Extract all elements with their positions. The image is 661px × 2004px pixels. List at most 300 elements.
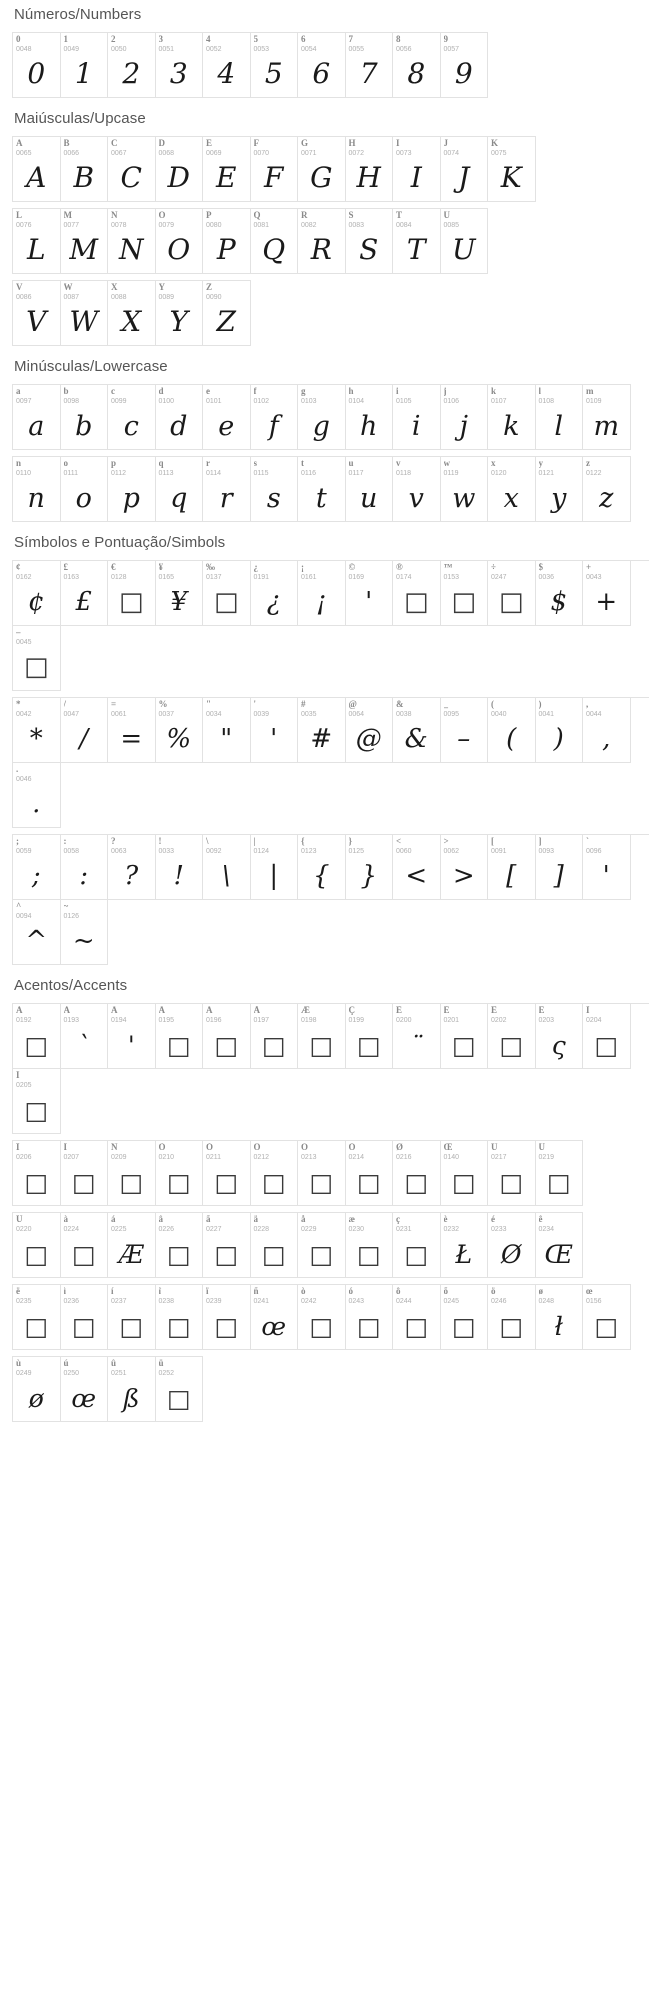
glyph-code: 0058 bbox=[63, 848, 80, 855]
glyph-char-label: b bbox=[63, 387, 69, 396]
glyph-meta bbox=[298, 1141, 345, 1163]
glyph-char-label: Ö bbox=[348, 1143, 356, 1152]
glyph-char-label: Ç bbox=[348, 1006, 355, 1015]
glyph-cell[interactable] bbox=[298, 209, 346, 274]
glyph-meta bbox=[203, 1213, 250, 1235]
glyph-meta bbox=[583, 698, 630, 720]
glyph-cell[interactable] bbox=[156, 1357, 204, 1422]
glyph-cell[interactable] bbox=[393, 1213, 441, 1278]
missing-glyph-icon: □ bbox=[166, 1383, 191, 1413]
glyph-cell[interactable] bbox=[61, 561, 109, 626]
glyph-cell[interactable] bbox=[108, 209, 156, 274]
glyph-cell[interactable] bbox=[488, 1004, 536, 1069]
glyph-char-label: ë bbox=[16, 1287, 20, 1296]
missing-glyph-icon: □ bbox=[213, 587, 239, 617]
glyph-cell[interactable] bbox=[488, 1213, 536, 1278]
glyph-char-label: Ì bbox=[586, 1006, 590, 1015]
glyph-cell[interactable] bbox=[13, 1357, 61, 1422]
glyph-meta bbox=[61, 33, 108, 55]
glyph-cell[interactable] bbox=[393, 457, 441, 522]
glyph-code: 0109 bbox=[586, 398, 602, 405]
glyph-cell[interactable] bbox=[441, 1213, 489, 1278]
glyph-cell[interactable] bbox=[536, 835, 584, 900]
glyph-meta bbox=[536, 561, 583, 583]
glyph-cell[interactable] bbox=[536, 1004, 584, 1069]
glyph-meta bbox=[488, 698, 535, 720]
glyph-cell[interactable] bbox=[156, 33, 204, 98]
glyph-cell[interactable] bbox=[583, 698, 631, 763]
glyph-char-label: * bbox=[16, 700, 21, 709]
glyph-cell[interactable] bbox=[13, 385, 61, 450]
glyph-code: 0096 bbox=[586, 848, 602, 855]
missing-glyph-icon: □ bbox=[261, 1239, 286, 1269]
glyph-cell[interactable] bbox=[393, 561, 441, 626]
glyph-cell[interactable] bbox=[156, 1285, 204, 1350]
glyph-cell[interactable] bbox=[251, 561, 299, 626]
glyph-preview: ł bbox=[554, 1311, 563, 1341]
glyph-preview: A bbox=[26, 161, 47, 194]
glyph-char-label: È bbox=[396, 1006, 403, 1015]
glyph-cell[interactable] bbox=[156, 209, 204, 274]
glyph-code: 0108 bbox=[538, 398, 555, 405]
glyph-cell[interactable] bbox=[251, 209, 299, 274]
glyph-cell[interactable] bbox=[393, 209, 441, 274]
glyph-cell[interactable] bbox=[298, 1004, 346, 1069]
glyph-cell[interactable] bbox=[346, 1141, 394, 1206]
glyph-cell[interactable] bbox=[203, 385, 251, 450]
glyph-code: 0097 bbox=[16, 398, 32, 405]
glyph-char-label: f bbox=[253, 387, 257, 396]
glyph-cell[interactable] bbox=[156, 1141, 204, 1206]
glyph-cell[interactable] bbox=[61, 457, 109, 522]
glyph-cell[interactable] bbox=[346, 1213, 394, 1278]
glyph-cell[interactable] bbox=[441, 33, 489, 98]
glyph-cell[interactable] bbox=[583, 385, 631, 450]
glyph-cell[interactable] bbox=[488, 698, 536, 763]
glyph-meta bbox=[13, 763, 60, 785]
glyph-cell[interactable] bbox=[583, 835, 631, 900]
missing-glyph-icon: □ bbox=[166, 1311, 191, 1341]
glyph-cell[interactable] bbox=[393, 137, 441, 202]
glyph-char-label: x bbox=[491, 459, 496, 468]
glyph-cell[interactable] bbox=[346, 561, 394, 626]
glyph-code: 0102 bbox=[253, 398, 270, 405]
glyph-char-label: Æ bbox=[301, 1006, 310, 1015]
glyph-meta bbox=[536, 457, 583, 479]
glyph-cell[interactable] bbox=[108, 457, 156, 522]
glyph-meta bbox=[13, 33, 60, 55]
glyph-preview: 3 bbox=[169, 57, 188, 90]
glyph-cell[interactable] bbox=[251, 33, 299, 98]
glyph-cell[interactable] bbox=[251, 457, 299, 522]
glyph-cell[interactable] bbox=[203, 561, 251, 626]
glyph-cell[interactable] bbox=[203, 698, 251, 763]
glyph-meta bbox=[108, 457, 155, 479]
glyph-code: 0230 bbox=[348, 1226, 365, 1233]
glyph-char-label: @ bbox=[348, 700, 357, 709]
glyph-cell[interactable] bbox=[108, 385, 156, 450]
glyph-cell[interactable] bbox=[393, 835, 441, 900]
glyph-cell[interactable] bbox=[251, 698, 299, 763]
glyph-char-label: U bbox=[443, 211, 450, 220]
glyph-meta bbox=[156, 457, 203, 479]
glyph-char-label: è bbox=[443, 1215, 448, 1224]
missing-glyph-icon: □ bbox=[309, 1167, 334, 1197]
glyph-cell[interactable] bbox=[156, 1213, 204, 1278]
glyph-preview: N bbox=[119, 233, 144, 266]
glyph-cell[interactable] bbox=[393, 698, 441, 763]
glyph-meta bbox=[441, 1285, 488, 1307]
glyph-cell[interactable] bbox=[393, 1004, 441, 1069]
glyph-cell[interactable] bbox=[393, 1141, 441, 1206]
glyph-cell[interactable] bbox=[488, 1285, 536, 1350]
glyph-cell[interactable] bbox=[488, 835, 536, 900]
glyph-cell[interactable] bbox=[441, 457, 489, 522]
glyph-char-label: w bbox=[443, 459, 450, 468]
glyph-cell[interactable] bbox=[488, 385, 536, 450]
glyph-cell[interactable] bbox=[108, 33, 156, 98]
glyph-preview: w bbox=[452, 482, 476, 514]
glyph-code: 0083 bbox=[348, 222, 365, 229]
glyph-row-symbols-1 bbox=[12, 560, 649, 691]
glyph-meta bbox=[203, 457, 250, 479]
glyph-preview: 9 bbox=[454, 57, 473, 90]
glyph-char-label: _ bbox=[443, 700, 448, 709]
glyph-code: 0119 bbox=[443, 470, 459, 477]
glyph-cell[interactable] bbox=[156, 698, 204, 763]
missing-glyph-icon: □ bbox=[214, 1030, 239, 1060]
glyph-preview: ¡ bbox=[316, 587, 327, 617]
glyph-meta bbox=[536, 1004, 583, 1026]
glyph-cell[interactable] bbox=[108, 1213, 156, 1278]
glyph-cell[interactable] bbox=[441, 561, 489, 626]
glyph-meta bbox=[488, 561, 535, 583]
glyph-code: 0202 bbox=[491, 1017, 507, 1024]
glyph-cell[interactable] bbox=[251, 137, 299, 202]
glyph-cell[interactable] bbox=[536, 1285, 584, 1350]
missing-glyph-icon: □ bbox=[451, 587, 477, 617]
glyph-code: 0104 bbox=[348, 398, 365, 405]
glyph-code: 0163 bbox=[63, 574, 80, 581]
glyph-meta bbox=[393, 1004, 440, 1026]
glyph-cell[interactable] bbox=[13, 835, 61, 900]
glyph-cell[interactable] bbox=[251, 1285, 299, 1350]
glyph-cell[interactable] bbox=[441, 1004, 489, 1069]
glyph-cell[interactable] bbox=[61, 137, 109, 202]
glyph-cell[interactable] bbox=[346, 457, 394, 522]
glyph-code: 0122 bbox=[586, 470, 602, 477]
glyph-cell[interactable] bbox=[536, 561, 584, 626]
glyph-code: 0250 bbox=[63, 1370, 80, 1377]
glyph-meta bbox=[298, 561, 345, 583]
glyph-cell[interactable] bbox=[203, 33, 251, 98]
glyph-cell[interactable] bbox=[108, 835, 156, 900]
glyph-meta bbox=[13, 900, 60, 922]
glyph-cell[interactable] bbox=[583, 1004, 631, 1069]
glyph-preview: ' bbox=[127, 1030, 135, 1060]
glyph-cell[interactable] bbox=[13, 137, 61, 202]
glyph-meta bbox=[108, 1285, 155, 1307]
glyph-char-label: à bbox=[63, 1215, 68, 1224]
glyph-code: 0210 bbox=[158, 1154, 175, 1161]
glyph-cell[interactable] bbox=[298, 1285, 346, 1350]
glyph-cell[interactable] bbox=[13, 626, 61, 691]
glyph-code: 0209 bbox=[111, 1154, 127, 1161]
glyph-cell[interactable] bbox=[441, 698, 489, 763]
glyph-cell[interactable] bbox=[441, 385, 489, 450]
glyph-cell[interactable] bbox=[156, 1004, 204, 1069]
glyph-preview: S bbox=[359, 233, 379, 266]
glyph-meta bbox=[251, 1141, 298, 1163]
glyph-cell[interactable] bbox=[156, 385, 204, 450]
glyph-code: 0054 bbox=[301, 46, 317, 53]
glyph-meta bbox=[298, 698, 345, 720]
glyph-code: 0213 bbox=[301, 1154, 317, 1161]
glyph-cell[interactable] bbox=[441, 835, 489, 900]
glyph-meta bbox=[393, 457, 440, 479]
glyph-cell[interactable] bbox=[536, 698, 584, 763]
glyph-cell[interactable] bbox=[346, 385, 394, 450]
glyph-cell[interactable] bbox=[346, 1285, 394, 1350]
glyph-preview: ` bbox=[77, 1030, 90, 1060]
glyph-cell[interactable] bbox=[61, 698, 109, 763]
glyph-cell[interactable] bbox=[156, 281, 204, 346]
glyph-preview: z bbox=[599, 482, 614, 514]
glyph-cell[interactable] bbox=[251, 835, 299, 900]
glyph-cell[interactable] bbox=[13, 33, 61, 98]
glyph-cell[interactable] bbox=[298, 137, 346, 202]
glyph-cell[interactable] bbox=[298, 1213, 346, 1278]
glyph-char-label: B bbox=[63, 139, 70, 148]
glyph-cell[interactable] bbox=[156, 835, 204, 900]
glyph-cell[interactable] bbox=[61, 33, 109, 98]
glyph-cell[interactable] bbox=[13, 1069, 61, 1134]
glyph-cell[interactable] bbox=[346, 137, 394, 202]
glyph-code: 0063 bbox=[111, 848, 127, 855]
glyph-cell[interactable] bbox=[13, 763, 61, 828]
glyph-cell[interactable] bbox=[441, 1141, 489, 1206]
glyph-code: 0103 bbox=[301, 398, 317, 405]
glyph-cell[interactable] bbox=[251, 1004, 299, 1069]
glyph-cell[interactable] bbox=[583, 561, 631, 626]
glyph-row-accents-4 bbox=[12, 1284, 631, 1350]
glyph-cell[interactable] bbox=[488, 561, 536, 626]
glyph-cell[interactable] bbox=[156, 457, 204, 522]
glyph-cell[interactable] bbox=[346, 835, 394, 900]
glyph-char-label: \ bbox=[206, 837, 209, 846]
glyph-cell[interactable] bbox=[13, 1285, 61, 1350]
glyph-cell[interactable] bbox=[13, 1213, 61, 1278]
glyph-preview: 8 bbox=[407, 57, 426, 90]
glyph-cell[interactable] bbox=[108, 1357, 156, 1422]
glyph-cell[interactable] bbox=[251, 1213, 299, 1278]
glyph-cell[interactable] bbox=[583, 1285, 631, 1350]
glyph-cell[interactable] bbox=[203, 281, 251, 346]
glyph-cell[interactable] bbox=[61, 385, 109, 450]
glyph-char-label: M bbox=[63, 211, 72, 220]
glyph-char-label: Ñ bbox=[111, 1143, 118, 1152]
glyph-cell[interactable] bbox=[13, 698, 61, 763]
glyph-cell[interactable] bbox=[298, 835, 346, 900]
glyph-meta bbox=[13, 281, 60, 303]
glyph-preview: G bbox=[310, 161, 333, 194]
glyph-cell[interactable] bbox=[108, 281, 156, 346]
glyph-cell[interactable] bbox=[298, 457, 346, 522]
glyph-meta bbox=[156, 33, 203, 55]
glyph-cell[interactable] bbox=[488, 1141, 536, 1206]
glyph-char-label: j bbox=[443, 387, 447, 396]
glyph-cell[interactable] bbox=[108, 137, 156, 202]
glyph-code: 0207 bbox=[63, 1154, 80, 1161]
glyph-meta bbox=[583, 457, 630, 479]
glyph-meta bbox=[108, 209, 155, 231]
glyph-cell[interactable] bbox=[203, 137, 251, 202]
glyph-cell[interactable] bbox=[156, 561, 204, 626]
glyph-code: 0239 bbox=[206, 1298, 222, 1305]
glyph-preview: p bbox=[122, 482, 140, 514]
glyph-char-label: t bbox=[301, 459, 304, 468]
glyph-cell[interactable] bbox=[346, 209, 394, 274]
glyph-meta bbox=[13, 561, 60, 583]
glyph-cell[interactable] bbox=[203, 1285, 251, 1350]
glyph-char-label: d bbox=[158, 387, 164, 396]
glyph-cell[interactable] bbox=[251, 1141, 299, 1206]
glyph-cell[interactable] bbox=[298, 33, 346, 98]
glyph-char-label: ( bbox=[491, 700, 494, 709]
glyph-cell[interactable] bbox=[13, 281, 61, 346]
glyph-cell[interactable] bbox=[108, 698, 156, 763]
glyph-cell[interactable] bbox=[108, 561, 156, 626]
glyph-cell[interactable] bbox=[61, 1141, 109, 1206]
glyph-cell[interactable] bbox=[536, 1141, 584, 1206]
glyph-cell[interactable] bbox=[13, 457, 61, 522]
glyph-cell[interactable] bbox=[13, 1141, 61, 1206]
glyph-cell[interactable] bbox=[393, 1285, 441, 1350]
glyph-char-label: á bbox=[111, 1215, 116, 1224]
glyph-meta bbox=[251, 835, 298, 857]
glyph-cell[interactable] bbox=[203, 1141, 251, 1206]
missing-glyph-icon: □ bbox=[119, 1311, 144, 1341]
glyph-cell[interactable] bbox=[156, 137, 204, 202]
glyph-cell[interactable] bbox=[251, 385, 299, 450]
glyph-char-label: + bbox=[586, 563, 592, 572]
glyph-cell[interactable] bbox=[488, 137, 536, 202]
glyph-char-label: { bbox=[301, 837, 305, 846]
glyph-cell[interactable] bbox=[61, 1357, 109, 1422]
missing-glyph-icon: □ bbox=[403, 587, 429, 617]
glyph-preview: f bbox=[268, 410, 279, 442]
glyph-meta bbox=[393, 209, 440, 231]
glyph-code: 0128 bbox=[111, 574, 127, 581]
glyph-cell[interactable] bbox=[203, 1213, 251, 1278]
glyph-cell[interactable] bbox=[298, 385, 346, 450]
glyph-cell[interactable] bbox=[441, 137, 489, 202]
glyph-meta bbox=[156, 835, 203, 857]
glyph-cell[interactable] bbox=[298, 698, 346, 763]
glyph-char-label: ? bbox=[111, 837, 116, 846]
glyph-char-label: S bbox=[348, 211, 354, 220]
glyph-cell[interactable] bbox=[61, 900, 109, 965]
glyph-cell[interactable] bbox=[203, 457, 251, 522]
glyph-char-label: = bbox=[111, 700, 117, 709]
glyph-char-label: ö bbox=[491, 1287, 496, 1296]
glyph-cell[interactable] bbox=[488, 457, 536, 522]
glyph-cell[interactable] bbox=[13, 1004, 61, 1069]
glyph-preview: Z bbox=[216, 305, 236, 338]
glyph-cell[interactable] bbox=[346, 698, 394, 763]
glyph-meta bbox=[156, 1357, 203, 1379]
glyph-cell[interactable] bbox=[346, 33, 394, 98]
glyph-cell[interactable] bbox=[583, 457, 631, 522]
glyph-meta bbox=[203, 385, 250, 407]
glyph-meta bbox=[441, 1141, 488, 1163]
glyph-char-label: ‰ bbox=[206, 563, 215, 572]
glyph-code: 0088 bbox=[111, 294, 127, 301]
glyph-cell[interactable] bbox=[61, 209, 109, 274]
glyph-cell[interactable] bbox=[13, 561, 61, 626]
glyph-preview: W bbox=[69, 305, 99, 338]
glyph-cell[interactable] bbox=[393, 385, 441, 450]
glyph-code: 0194 bbox=[111, 1017, 127, 1024]
glyph-cell[interactable] bbox=[13, 900, 61, 965]
glyph-cell[interactable] bbox=[536, 1213, 584, 1278]
glyph-meta bbox=[441, 209, 488, 231]
glyph-cell[interactable] bbox=[203, 209, 251, 274]
glyph-char-label: D bbox=[158, 139, 165, 148]
glyph-code: 0217 bbox=[491, 1154, 507, 1161]
glyph-char-label: G bbox=[301, 139, 309, 148]
glyph-cell[interactable] bbox=[61, 1004, 109, 1069]
glyph-char-label: ¥ bbox=[158, 563, 163, 572]
glyph-preview: M bbox=[69, 233, 99, 266]
glyph-cell[interactable] bbox=[203, 835, 251, 900]
glyph-cell[interactable] bbox=[61, 281, 109, 346]
glyph-code: 0231 bbox=[396, 1226, 412, 1233]
glyph-char-label: P bbox=[206, 211, 212, 220]
glyph-preview: / bbox=[79, 724, 89, 754]
glyph-code: 0227 bbox=[206, 1226, 222, 1233]
glyph-cell[interactable] bbox=[108, 1004, 156, 1069]
glyph-cell[interactable] bbox=[13, 209, 61, 274]
glyph-meta bbox=[251, 1004, 298, 1026]
glyph-char-label: 0 bbox=[16, 35, 21, 44]
glyph-meta bbox=[203, 33, 250, 55]
glyph-meta bbox=[203, 698, 250, 720]
glyph-cell[interactable] bbox=[298, 561, 346, 626]
glyph-char-label: Ó bbox=[206, 1143, 214, 1152]
glyph-cell[interactable] bbox=[61, 1213, 109, 1278]
glyph-code: 0121 bbox=[538, 470, 555, 477]
glyph-cell[interactable] bbox=[441, 1285, 489, 1350]
glyph-cell[interactable] bbox=[393, 33, 441, 98]
glyph-cell[interactable] bbox=[61, 835, 109, 900]
glyph-cell[interactable] bbox=[203, 1004, 251, 1069]
glyph-meta bbox=[393, 33, 440, 55]
glyph-meta bbox=[298, 457, 345, 479]
glyph-cell[interactable] bbox=[536, 385, 584, 450]
glyph-cell[interactable] bbox=[108, 1141, 156, 1206]
glyph-cell[interactable] bbox=[441, 209, 489, 274]
glyph-cell[interactable] bbox=[346, 1004, 394, 1069]
glyph-cell[interactable] bbox=[536, 457, 584, 522]
glyph-cell[interactable] bbox=[108, 1285, 156, 1350]
glyph-cell[interactable] bbox=[61, 1285, 109, 1350]
glyph-cell[interactable] bbox=[298, 1141, 346, 1206]
glyph-code: 0067 bbox=[111, 150, 127, 157]
glyph-preview: F bbox=[264, 161, 284, 194]
glyph-meta bbox=[298, 385, 345, 407]
glyph-code: 0205 bbox=[16, 1082, 32, 1089]
